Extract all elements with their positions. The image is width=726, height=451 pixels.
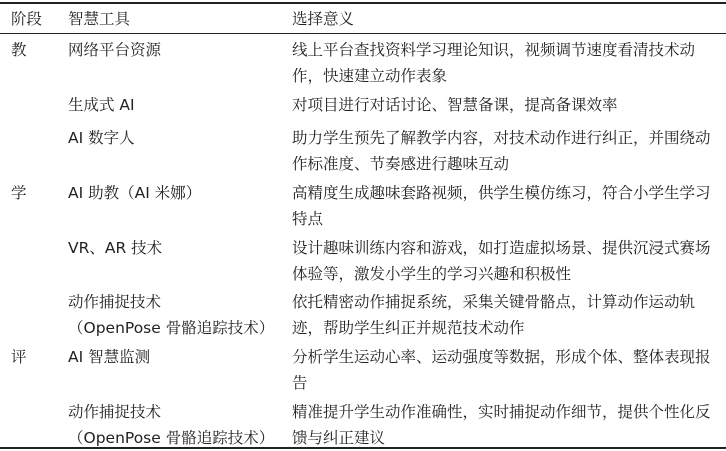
- meaning-cell: 精准提升学生动作准确性，实时捕捉动作细节，提供个性化反馈与纠正建议: [292, 403, 711, 447]
- stage-cell: 学: [11, 184, 27, 202]
- tool-cell: 网络平台资源: [68, 41, 162, 59]
- meaning-cell: 助力学生预先了解教学内容，对技术动作进行纠正，并围绕动作标准度、节奏感进行趣味互动: [292, 129, 711, 173]
- meaning-cell: 高精度生成趣味套路视频，供学生模仿练习，符合小学生学习特点: [292, 184, 711, 228]
- stage-cell: 评: [11, 348, 27, 366]
- tool-cell: AI 助教（AI 米娜）: [68, 184, 202, 202]
- tool-cell: VR、AR 技术: [68, 239, 163, 257]
- header-tool: 智慧工具: [68, 10, 131, 28]
- tool-cell: 动作捕捉技术 （OpenPose 骨骼追踪技术）: [68, 293, 275, 337]
- meaning-cell: 分析学生运动心率、运动强度等数据，形成个体、整体表现报告: [292, 348, 711, 392]
- header-rule: [0, 33, 726, 34]
- meaning-cell: 对项目进行对话讨论、智慧备课，提高备课效率: [292, 96, 618, 114]
- tool-cell: AI 数字人: [68, 129, 135, 147]
- meaning-cell: 线上平台查找资料学习理论知识，视频调节速度看清技术动作，快速建立动作表象: [292, 41, 696, 85]
- header-meaning: 选择意义: [292, 10, 355, 28]
- tool-cell: 动作捕捉技术 （OpenPose 骨骼追踪技术）: [68, 403, 275, 447]
- bottom-rule: [0, 447, 726, 449]
- stage-cell: 教: [11, 41, 27, 59]
- meaning-cell: 设计趣味训练内容和游戏，如打造虚拟场景、提供沉浸式赛场体验等，激发小学生的学习兴趣和积极性: [292, 239, 711, 283]
- header-stage: 阶段: [11, 10, 43, 28]
- meaning-cell: 依托精密动作捕捉系统，采集关键骨骼点，计算动作运动轨迹，帮助学生纠正并规范技术动作: [292, 293, 696, 337]
- tool-cell: AI 智慧监测: [68, 348, 151, 366]
- tool-cell: 生成式 AI: [68, 96, 135, 114]
- top-rule: [0, 2, 726, 4]
